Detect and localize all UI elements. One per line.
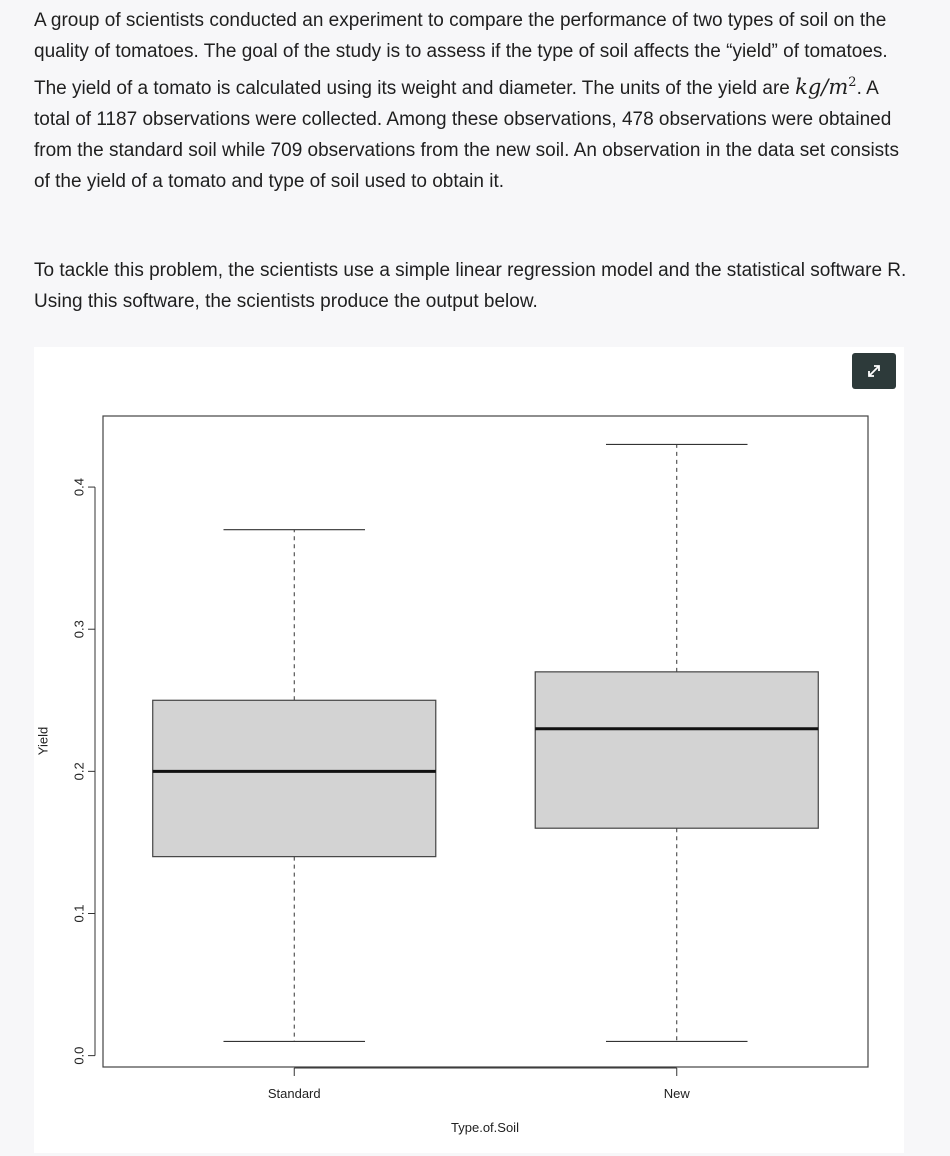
- intro-text-end: . A total of 1187 observations were collected. Among these observations, 478 observations were obtained from the standard soil while 709 observations from the new soil. An observation in the data set consists of the yield of a tomato and type of soil used to obtain it.: [34, 78, 899, 192]
- x-tick-label: New: [663, 1086, 690, 1101]
- y-tick-label: 0.4: [71, 478, 87, 497]
- expand-icon: [864, 361, 884, 381]
- expand-button[interactable]: [852, 353, 896, 389]
- x-axis-label: Type.of.Soil: [451, 1120, 519, 1135]
- y-axis-label: Yield: [35, 726, 51, 756]
- units-base: kg/m: [795, 75, 849, 99]
- box-standard: [153, 700, 436, 856]
- y-tick-label: 0.1: [71, 904, 87, 923]
- x-tick-label: Standard: [267, 1086, 321, 1101]
- box-new: [535, 672, 818, 828]
- y-tick-label: 0.2: [71, 762, 87, 781]
- units-exponent: 2: [848, 75, 857, 90]
- method-paragraph: To tackle this problem, the scientists use a simple linear regression model and the statistical software R. Using this software, the scientists produce the output below.: [34, 260, 907, 312]
- intro-text-start: A group of scientists conducted an experiment to compare the performance of two types of soil on the quality of tomatoes. The goal of the study is to assess if the type of soil affects the “yield” of tomatoes. The yield of a tomato is calculated using its weight and diameter. The units of the yield are: [34, 10, 888, 99]
- y-tick-label: 0.3: [71, 620, 87, 639]
- y-tick-label: 0.0: [71, 1046, 87, 1065]
